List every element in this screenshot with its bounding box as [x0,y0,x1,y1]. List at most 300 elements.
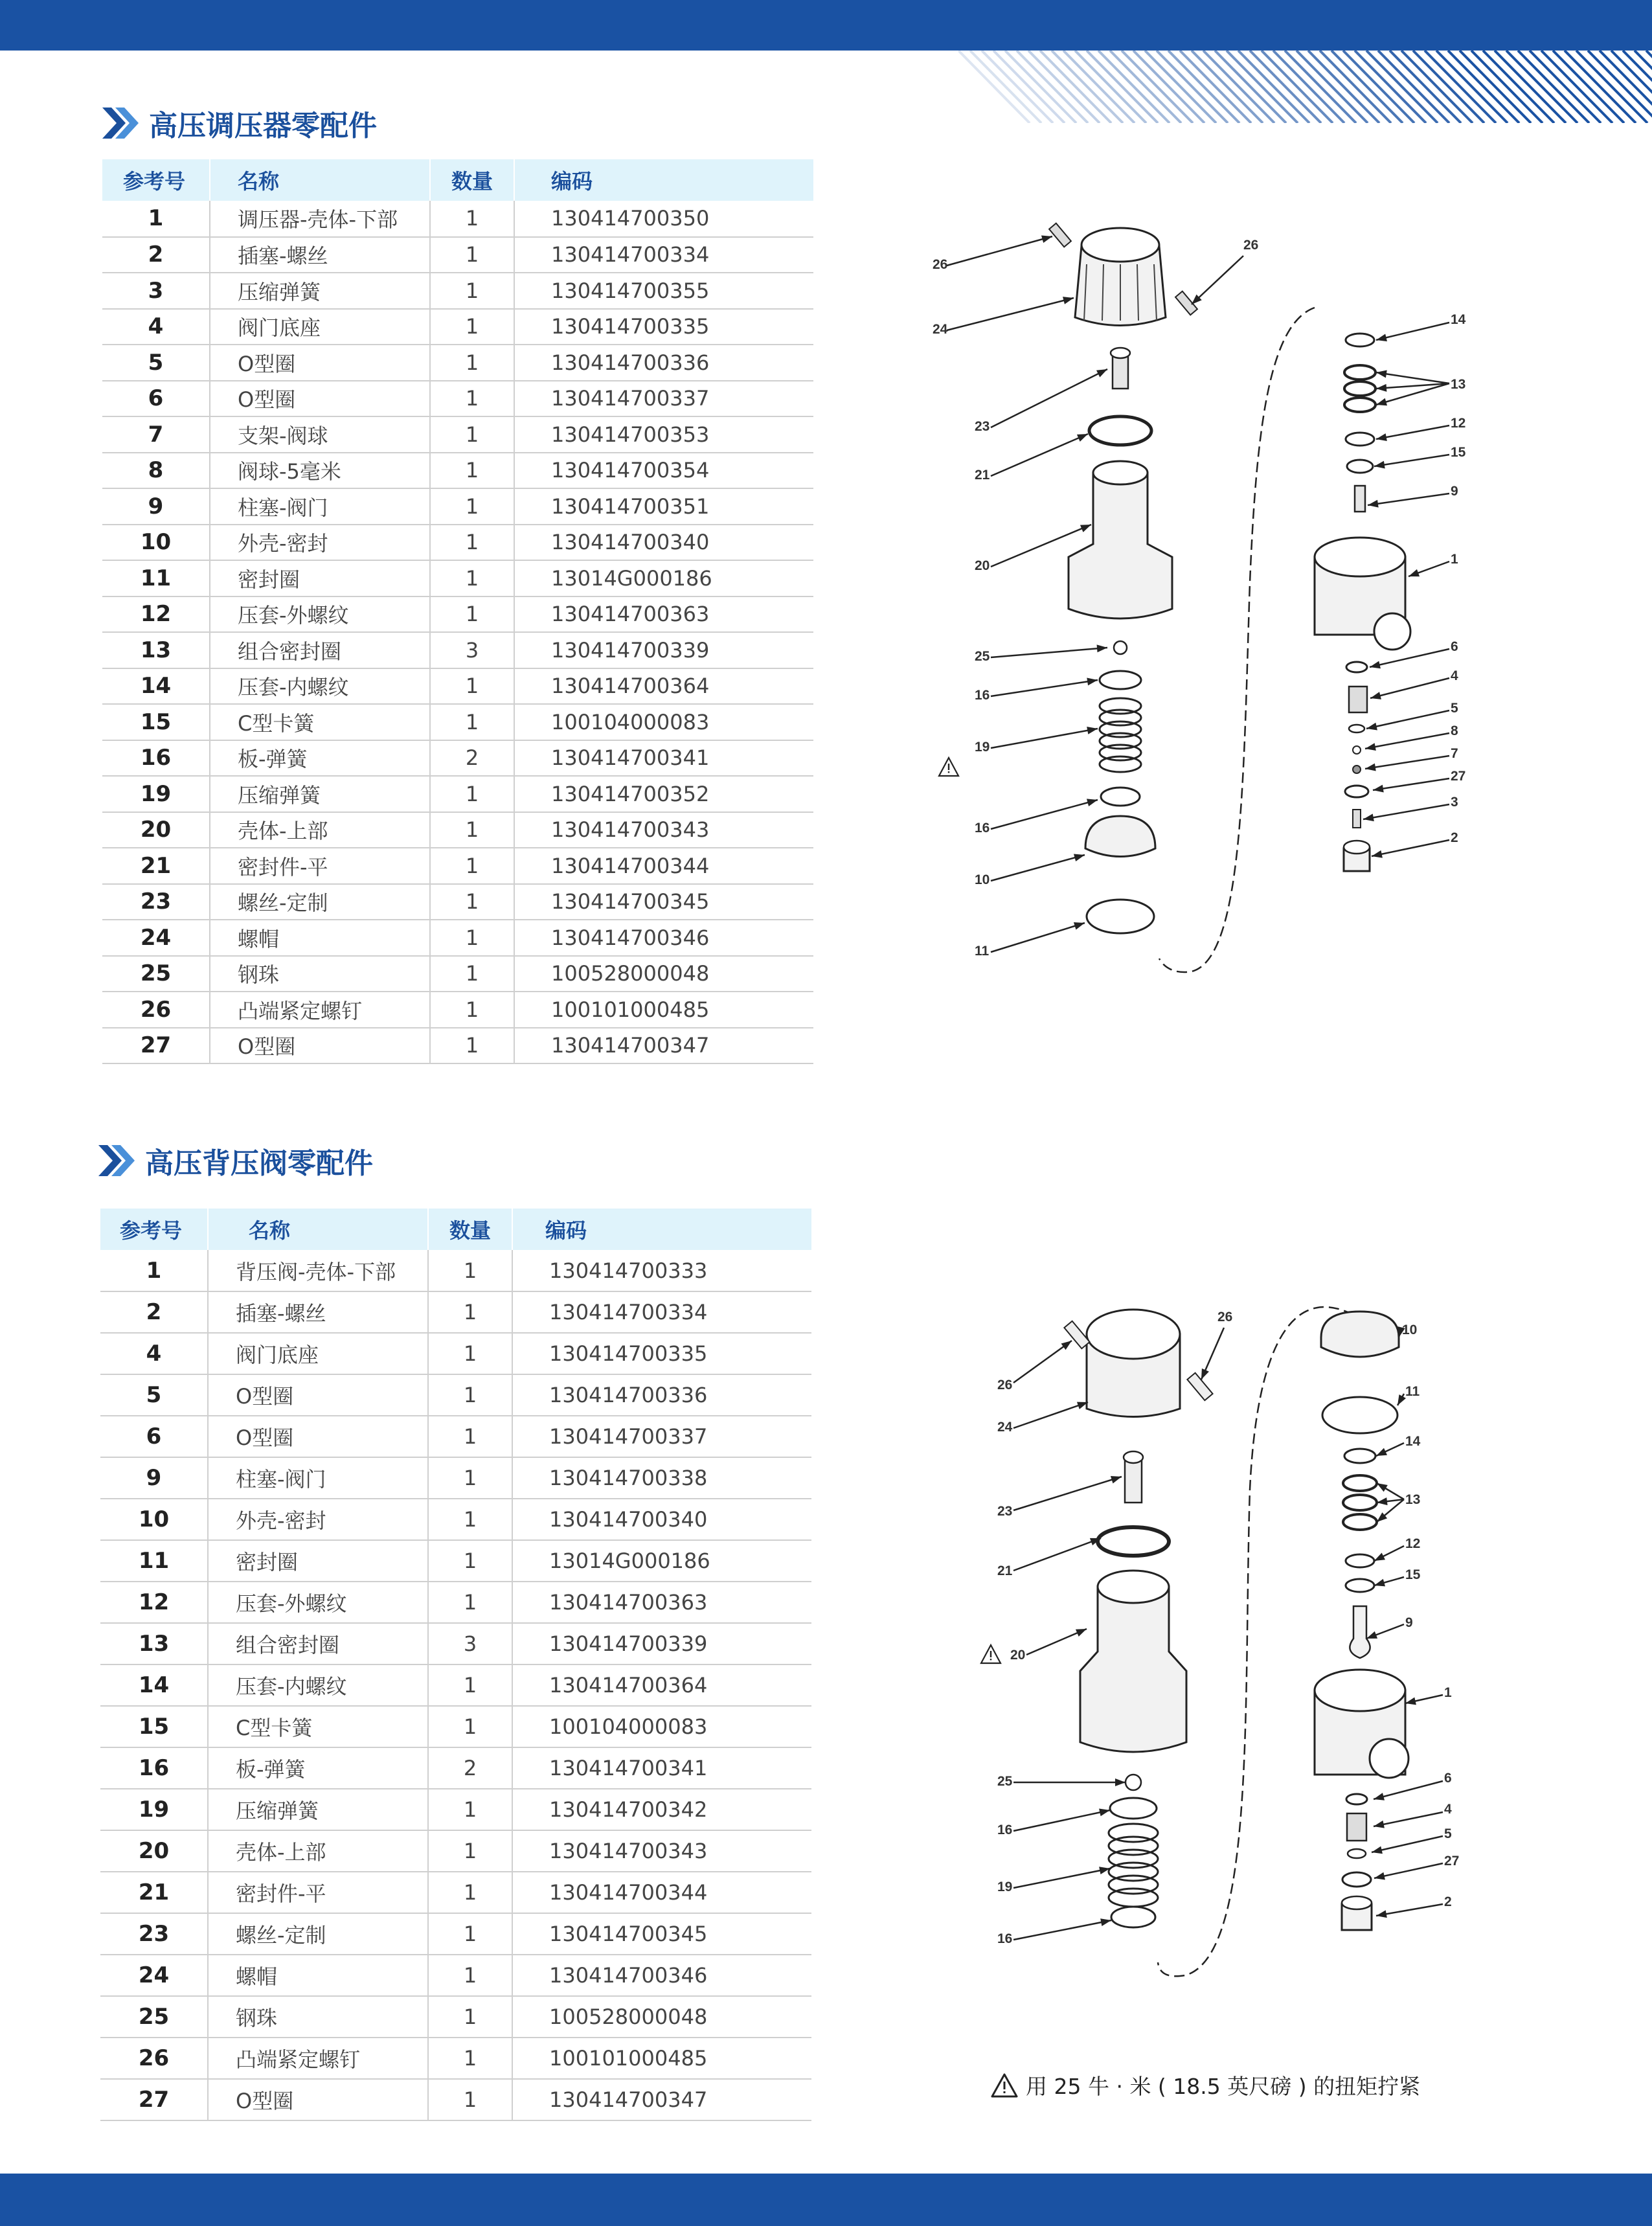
part-label: 25 [997,1774,1013,1789]
leader-line [1013,1868,1110,1888]
ref-cell: 26 [102,992,210,1028]
ref-cell: 15 [102,704,210,740]
arrow-head [1041,235,1052,243]
arrow-head [1377,1497,1388,1505]
screw-part [1125,1457,1142,1503]
code-cell: 130414700337 [514,381,813,417]
arrow-head [1374,1579,1385,1587]
qty-cell: 1 [430,416,514,453]
arrow-head [1080,525,1091,532]
ref-cell: 8 [102,453,210,489]
ring-part [1109,1889,1158,1907]
ref-cell: 27 [102,1028,210,1064]
qty-cell: 1 [430,201,514,237]
plunger-part [1350,1606,1370,1658]
code-cell: 130414700346 [514,920,813,956]
qty-cell: 1 [428,1872,512,1913]
name-cell: 板-弹簧 [208,1747,428,1789]
qty-cell: 1 [430,812,514,848]
part-label: 23 [997,1504,1013,1519]
ring-part [1343,1475,1377,1491]
table-row [100,1747,811,1789]
qty-cell: 1 [430,488,514,525]
name-cell: 压缩弹簧 [210,273,430,309]
table-row [102,273,813,309]
arrow-head [1077,434,1088,442]
name-cell: 板-弹簧 [210,740,430,777]
bracket-part [1353,766,1361,773]
double-chevron-icon [98,1144,135,1177]
ref-cell: 21 [100,1872,208,1913]
part-label: 15 [1405,1567,1421,1582]
ring-part [1346,1794,1367,1804]
name-cell: O型圈 [208,1416,428,1457]
part-label: 1 [1451,552,1458,567]
code-cell: 130414700337 [512,1416,811,1457]
code-cell: 130414700341 [514,740,813,777]
code-cell: 100528000048 [512,1996,811,2038]
code-cell: 130414700333 [512,1250,811,1291]
code-cell: 130414700345 [514,884,813,920]
housing-port [1374,613,1410,650]
ring-part [1344,365,1375,380]
name-cell: 阀门底座 [210,309,430,345]
name-cell: 密封件-平 [210,848,430,884]
section-title-backpressure [98,1140,373,1181]
arrow-head [1366,1631,1377,1639]
name-cell: 密封件-平 [208,1872,428,1913]
table-row [102,668,813,705]
arrow-head [1374,1821,1385,1828]
name-cell: 柱塞-阀门 [210,488,430,525]
ref-cell: 10 [102,525,210,561]
arrow-head [1374,461,1385,469]
qty-cell: 1 [428,1499,512,1540]
plunger-part [1355,486,1365,512]
ref-cell: 11 [102,560,210,596]
qty-cell: 1 [430,453,514,489]
table-row [100,1872,811,1913]
ref-cell: 23 [102,884,210,920]
code-cell: 130414700343 [514,812,813,848]
ref-cell: 12 [100,1582,208,1623]
ring-part [1349,725,1364,733]
header-qty: 数量 [430,159,514,201]
code-cell: 130414700346 [512,1955,811,1996]
body-top [1098,1571,1169,1603]
torque-note [991,2070,1420,2100]
table-row [102,309,813,345]
arrow-head [1373,785,1384,793]
ring-part [1343,1514,1377,1530]
ring-part [1346,1554,1374,1567]
part-label: 24 [933,322,948,337]
part-label: 11 [975,944,990,959]
part-label: 10 [975,872,990,887]
ref-cell: 19 [102,776,210,812]
qty-cell: 1 [428,2038,512,2079]
dome-part [1321,1312,1399,1357]
name-cell: O型圈 [210,381,430,417]
name-cell: 密封圈 [208,1540,428,1582]
qty-cell: 1 [428,1913,512,1955]
dashed-path [1158,1307,1353,1976]
arrow-head [1201,1369,1209,1380]
ball-part [1114,641,1127,654]
leader-line [1368,494,1449,505]
part-label: 25 [975,649,990,664]
arrow-head [1376,433,1387,441]
set-screw [1049,223,1071,247]
part-label: 19 [975,740,990,755]
arrow-head [1111,1476,1122,1483]
ring-part [1101,788,1140,806]
ref-cell: 26 [100,2038,208,2079]
part-label: 1 [1444,1685,1452,1700]
part-label: 21 [975,468,990,483]
section-title-regulator [102,102,377,144]
exploded-diagram-regulator [907,194,1489,991]
parts-table-backpressure [100,1209,811,2121]
arrow-head [1374,1793,1385,1800]
ref-cell: 14 [102,668,210,705]
spring-small [1353,810,1361,828]
code-cell: 130414700347 [514,1028,813,1064]
ref-cell: 1 [102,201,210,237]
part-label: 16 [997,1823,1013,1837]
arrow-head [1370,692,1381,699]
ring-part [1089,416,1151,445]
table-row [100,1830,811,1872]
housing-top [1315,1670,1405,1711]
housing-port [1370,1739,1409,1778]
qty-cell: 1 [428,1706,512,1747]
part-label: 8 [1451,723,1458,738]
ring-part [1322,1397,1397,1433]
leader-line [1192,256,1243,304]
part-label: 4 [1444,1802,1452,1817]
ring-part [1344,1449,1375,1463]
knob-top [1081,228,1159,262]
table-row [100,1664,811,1706]
code-cell: 100528000048 [514,956,813,992]
part-label: 26 [933,257,948,272]
arrow-head [1061,1341,1072,1350]
arrow-head [1076,1629,1087,1637]
ring-part [1087,900,1154,933]
code-cell: 130414700335 [512,1333,811,1374]
name-cell: 钢珠 [208,1996,428,2038]
arrow-head [1409,569,1420,576]
name-cell: 壳体-上部 [208,1830,428,1872]
arrow-head [1377,1483,1388,1492]
arrow-head [1096,369,1107,378]
name-cell: O型圈 [208,1374,428,1416]
table-row [100,1623,811,1664]
qty-cell: 3 [430,632,514,668]
part-label: 2 [1451,830,1458,845]
screw-head [1111,348,1130,358]
table-row [100,1457,811,1499]
dashed-path [1159,308,1315,972]
code-cell: 130414700364 [514,668,813,705]
table-row [100,1706,811,1747]
name-cell: 调压器-壳体-下部 [210,201,430,237]
code-cell: 130414700340 [514,525,813,561]
code-cell: 130414700339 [512,1623,811,1664]
warning-mark [948,764,949,770]
arrow-head [1063,297,1074,304]
qty-cell: 3 [428,1623,512,1664]
exploded-diagram-backpressure [952,1276,1489,1995]
ring-part [1100,671,1141,689]
housing-top [1315,538,1405,576]
part-label: 7 [1451,746,1458,761]
qty-cell: 1 [428,1457,512,1499]
ref-cell: 24 [100,1955,208,1996]
ref-cell: 10 [100,1499,208,1540]
leader-line [1366,710,1449,729]
dome-part [1085,816,1155,857]
part-label: 9 [1451,484,1458,499]
table-row [102,453,813,489]
arrow-head [1087,727,1098,734]
qty-cell: 1 [428,1996,512,2038]
name-cell: C型卡簧 [210,704,430,740]
leader-line [1363,804,1449,819]
leader-line [1374,1812,1443,1826]
code-cell: 130414700336 [514,345,813,381]
name-cell: 支架-阀球 [210,416,430,453]
part-label: 27 [1444,1854,1460,1868]
code-cell: 130414700338 [512,1457,811,1499]
code-cell: 130414700351 [514,488,813,525]
ring-part [1098,1527,1169,1556]
part-label: 2 [1444,1894,1452,1909]
ref-cell: 7 [102,416,210,453]
plug-top [1344,841,1370,854]
name-cell: 组合密封圈 [210,632,430,668]
arrow-head [1100,1918,1111,1926]
ref-cell: 4 [102,309,210,345]
qty-cell: 1 [428,1416,512,1457]
arrow-head [1365,764,1376,771]
qty-cell: 1 [430,704,514,740]
name-cell: 插塞-螺丝 [208,1291,428,1333]
table-row [102,920,813,956]
leader-line [947,236,1052,266]
name-cell: 凸端紧定螺钉 [210,992,430,1028]
code-cell: 130414700344 [512,1872,811,1913]
name-cell: 壳体-上部 [210,812,430,848]
name-cell: 压缩弹簧 [208,1789,428,1830]
ring-part [1110,1798,1157,1819]
code-cell: 100104000083 [514,704,813,740]
ref-cell: 23 [100,1913,208,1955]
leader-line [1365,733,1449,749]
body-top [1093,461,1148,484]
ring-part [1346,433,1374,446]
ref-cell: 20 [100,1830,208,1872]
table-row [102,525,813,561]
qty-cell: 1 [430,920,514,956]
code-cell: 130414700339 [514,632,813,668]
ring-part [1347,460,1373,473]
top-banner [0,0,1652,51]
part-label: 4 [1451,668,1458,683]
arrow-head [1087,677,1098,685]
qty-cell: 1 [428,1540,512,1582]
part-label: 20 [975,558,990,573]
body-part [1069,473,1172,619]
name-cell: 螺帽 [210,920,430,956]
warning-mark [948,771,949,773]
name-cell: O型圈 [210,345,430,381]
part-label: 12 [1405,1536,1421,1551]
qty-cell: 1 [430,1028,514,1064]
table-row [100,1996,811,2038]
decorative-stripes [958,51,1652,123]
qty-cell: 1 [428,1830,512,1872]
table-row [102,488,813,525]
name-cell: 压套-内螺纹 [210,668,430,705]
ref-cell: 3 [102,273,210,309]
ref-cell: 1 [100,1250,208,1291]
body-part [1080,1587,1186,1752]
table-row [100,1291,811,1333]
ref-cell: 5 [102,345,210,381]
qty-cell: 1 [428,2079,512,2120]
arrow-head [1099,1808,1110,1816]
code-cell: 130414700350 [514,201,813,237]
qty-cell: 1 [430,345,514,381]
name-cell: O型圈 [208,2079,428,2120]
part-label: 19 [997,1880,1013,1894]
part-label: 20 [1010,1648,1026,1663]
ring-part [1100,756,1141,772]
part-label: 21 [997,1563,1013,1578]
table-row [100,2079,811,2120]
table-row [102,956,813,992]
table-row [102,992,813,1028]
ref-cell: 9 [102,488,210,525]
ref-cell: 13 [102,632,210,668]
table-row [102,776,813,812]
table-row [100,1582,811,1623]
leader-line [1373,778,1449,790]
leader-line [1370,678,1449,698]
table-row [102,201,813,237]
leader-line [991,369,1107,427]
ring-part [1346,1579,1374,1592]
part-label: 6 [1444,1771,1452,1786]
name-cell: 螺丝-定制 [208,1913,428,1955]
table-row [102,560,813,596]
ring-part [1342,1872,1371,1887]
ring-part [1346,662,1367,672]
part-label: 26 [997,1378,1013,1392]
code-cell: 130414700342 [512,1789,811,1830]
code-cell: 100101000485 [512,2038,811,2079]
ref-cell: 9 [100,1457,208,1499]
code-cell: 130414700335 [514,309,813,345]
leader-line [991,923,1085,952]
table-row [102,381,813,417]
part-label: 14 [1405,1434,1421,1449]
ref-cell: 25 [100,1996,208,2038]
ref-cell: 6 [100,1416,208,1457]
code-cell: 100101000485 [514,992,813,1028]
ball-small [1353,746,1361,754]
set-screw [1187,1373,1212,1400]
ref-cell: 5 [100,1374,208,1416]
part-label: 10 [1402,1323,1418,1337]
ref-cell: 2 [100,1291,208,1333]
name-cell: 螺丝-定制 [210,884,430,920]
qty-cell: 1 [428,1789,512,1830]
table-row [100,1416,811,1457]
ref-cell: 25 [102,956,210,992]
ring-part [1344,381,1375,396]
ring-part [1343,1495,1377,1510]
leader-line [1365,756,1449,769]
header-code: 编码 [512,1209,811,1250]
qty-cell: 1 [430,848,514,884]
qty-cell: 1 [428,1582,512,1623]
name-cell: 压套-外螺纹 [210,596,430,633]
ref-cell: 16 [102,740,210,777]
qty-cell: 1 [430,956,514,992]
screw-head [1124,1451,1143,1463]
part-label: 13 [1405,1492,1421,1507]
leader-line [1374,1781,1443,1799]
table-row [102,1028,813,1064]
header-code: 编码 [514,159,813,201]
ref-cell: 11 [100,1540,208,1582]
code-cell: 130414700345 [512,1913,811,1955]
name-cell: 组合密封圈 [208,1623,428,1664]
ref-cell: 21 [102,848,210,884]
leader-line [991,680,1098,696]
qty-cell: 1 [430,237,514,273]
table-row [100,2038,811,2079]
qty-cell: 1 [430,525,514,561]
code-cell: 130414700344 [514,848,813,884]
arrow-head [1376,398,1387,406]
stripe-line [1588,51,1652,123]
qty-cell: 1 [428,1955,512,1996]
table-row [100,1374,811,1416]
plug-top [1342,1896,1372,1909]
code-cell: 130414700355 [514,273,813,309]
qty-cell: 2 [430,740,514,777]
code-cell: 130414700363 [512,1582,811,1623]
qty-cell: 1 [430,309,514,345]
leader-line [1376,323,1449,340]
name-cell: 外壳-密封 [208,1499,428,1540]
ring-part [1111,1907,1155,1927]
name-cell: 柱塞-阀门 [208,1457,428,1499]
code-cell: 130414700354 [514,453,813,489]
leader-line [1013,1341,1072,1383]
name-cell: 螺帽 [208,1955,428,1996]
arrow-head [1115,1778,1126,1786]
header-ref: 参考号 [102,159,210,201]
ring-part [1346,334,1374,346]
bottom-banner [0,2174,1652,2226]
part-label: 3 [1451,795,1458,810]
ref-cell: 6 [102,381,210,417]
